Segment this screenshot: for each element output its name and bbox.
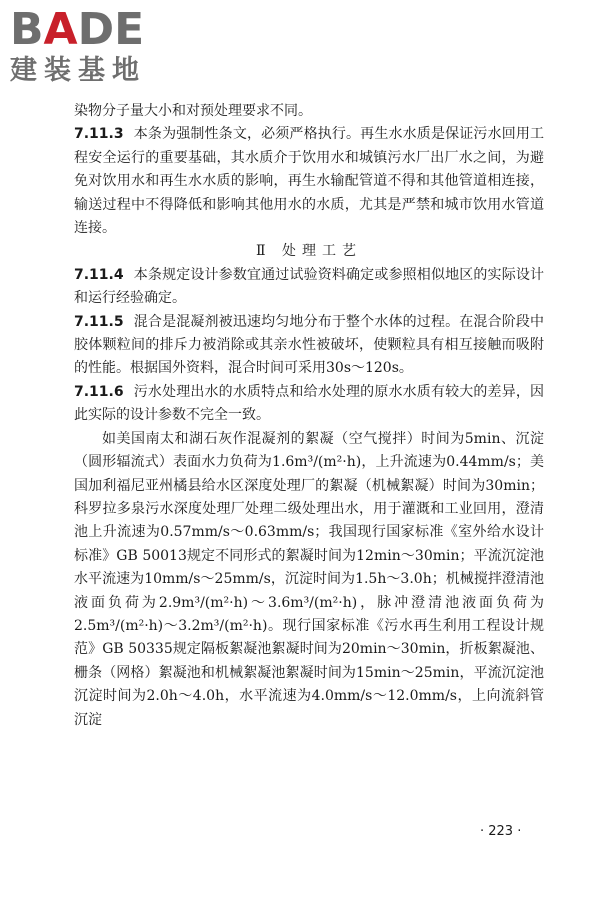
section-heading: Ⅱ 处理工艺: [256, 243, 362, 260]
clause-text: 混合是混凝剂被迅速均匀地分布于整个水体的过程。在混合阶段中胶体颗粒间的排斥力被消除或其亲水性被破坏，使颗粒具有相互接触而吸附的性能。根据国外资料，混合时间可采用30s～120s。: [74, 313, 544, 377]
page-number: · 223 ·: [480, 824, 522, 839]
bade-logo: [10, 6, 175, 88]
paragraph-continuation: 染物分子量大小和对预处理要求不同。: [74, 103, 312, 119]
clause-7-11-6: [74, 381, 544, 428]
clause-7-11-5: [74, 311, 544, 381]
clause-7-11-4: [74, 264, 544, 311]
clause-number: 7.11.4: [74, 266, 124, 283]
clause-7-11-3: [74, 123, 544, 240]
clause-number: 7.11.5: [74, 313, 124, 330]
logo-letter-a: A: [43, 4, 78, 55]
paragraph-examples: 如美国南太和湖石灰作混凝剂的絮凝（空气搅拌）时间为5min、沉淀（圆形辐流式）表面水力负荷为1.6m³/(m²·h)，上升流速为0.44mm/s；美国加利福尼亚州橘县给水区深度处理厂的絮凝（机械絮凝）时间为30min；科罗拉多泉污水深度处理厂处理二级处理出水，用于灌溉和工业回用，澄清池上升流速为0.57mm/s～0.63mm/s；我国现行国家标准《室外给水设计标准》GB 50013规定不同形式的絮凝时间为12min～30min；平流沉淀池水平流速为10mm/s～25mm/s，沉淀时间为1.5h～3.0h；机械搅拌澄清池液面负荷为2.9m³/(m²·h)～3.6m³/(m²·h)，脉冲澄清池液面负荷为2.5m³/(m²·h)～3.2m³/(m²·h)。现行国家标准《污水再生利用工程设计规范》GB 50335规定隔板絮凝池絮凝时间为20min～30min，折板絮凝池、栅条（网格）絮凝池和机械絮凝池絮凝时间为15min～25min，平流沉淀池沉淀时间为2.0h～4.0h，水平流速为4.0mm/s～12.0mm/s，上向流斜管沉淀: [74, 430, 544, 728]
logo-letters-de: DE: [77, 4, 145, 55]
clause-text: 本条为强制性条文，必须严格执行。再生水水质是保证污水回用工程安全运行的重要基础，其水质介于饮用水和城镇污水厂出厂水之间，为避免对饮用水和再生水水质的影响，再生水输配管道不得和其他管道相连接，输送过程中不得降低和影响其他用水的水质，尤其是严禁和城市饮用水管道连接。: [74, 126, 544, 237]
logo-subtitle: 建装基地: [10, 55, 146, 86]
clause-number: 7.11.3: [74, 126, 124, 143]
clause-text: 本条规定设计参数宜通过试验资料确定或参照相似地区的实际设计和运行经验确定。: [74, 266, 544, 307]
logo-wordmark: [10, 6, 175, 54]
document-body: [74, 100, 544, 732]
clause-text: 污水处理出水的水质特点和给水处理的原水水质有较大的差异，因此实际的设计参数不完全一致。: [74, 383, 544, 424]
clause-number: 7.11.6: [74, 383, 124, 400]
logo-letter-b: B: [10, 4, 44, 55]
